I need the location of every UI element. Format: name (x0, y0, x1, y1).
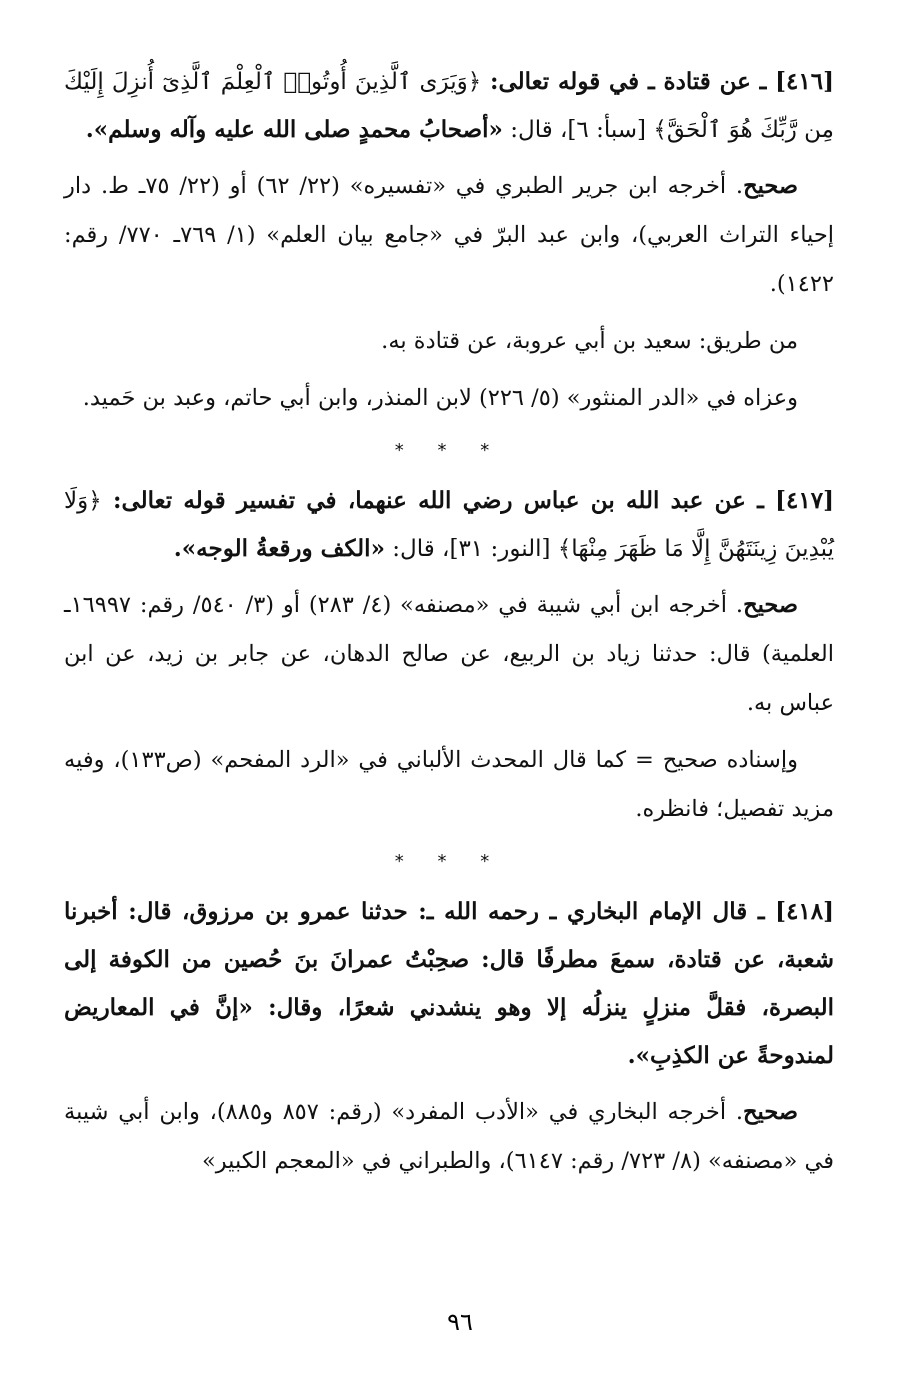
narration-quote: «الكف ورقعةُ الوجه». (173, 535, 385, 562)
quran-verse: ﴿وَلَا يُبْدِينَ زِينَتَهُنَّ إِلَّا مَا ظَهَرَ مِنْهَا﴾ (64, 488, 834, 562)
entry-417-narration (64, 477, 834, 573)
entry-417-note-1: وإسناده صحيح = كما قال المحدث الألباني في «الرد المفحم» (ص١٣٣)، وفيه مزيد تفصيل؛ فانظره. (64, 747, 834, 822)
entry-416-grading (64, 162, 834, 309)
section-separator: * * * (394, 851, 504, 872)
grading-text: . أخرجه ابن أبي شيبة في «مصنفه» (٤/ ٢٨٣) أو (٣/ ٥٤٠/ رقم: ١٦٩٩٧ـ العلمية) قال: حدثنا زياد بن الربيع، عن صالح الدهان، عن جابر بن زيد، عن ابن عباس به. (64, 592, 834, 716)
page-number: ٩٦ (447, 1308, 473, 1336)
quran-verse: ﴿وَيَرَى ٱلَّذِينَ أُوتُوا۟ ٱلْعِلْمَ ٱلَّذِىٓ أُنزِلَ إِلَيْكَ مِن رَّبِّكَ هُوَ ٱلْحَقَّ﴾ (64, 69, 834, 143)
entry-417-grading (64, 581, 834, 728)
grading-label: صحيح (743, 173, 799, 199)
narration-lead: ـ عن عبد الله بن عباس رضي الله عنهما، في تفسير قوله تعالى: (101, 487, 776, 514)
narration-quote: «إنَّ في المعاريض لمندوحةً عن الكذِبِ». (64, 994, 834, 1069)
entry-418-grading (64, 1088, 834, 1186)
narration-lead: ـ عن قتادة ـ في قوله تعالى: (481, 68, 776, 95)
entry-number: [٤١٧] (775, 487, 834, 514)
verse-reference: [سبأ: ٦]، قال: (502, 117, 654, 143)
entry-416-note-2: وعزاه في «الدر المنثور» (٥/ ٢٢٦) لابن المنذر، وابن أبي حاتم، وعبد بن حَميد. (82, 385, 798, 411)
narration-quote: «أصحابُ محمدٍ صلى الله عليه وآله وسلم». (85, 116, 503, 143)
narration-lead: ـ قال الإمام البخاري ـ رحمه الله ـ: حدثنا عمرو بن مرزوق، قال: أخبرنا شعبة، عن قتادة، سمعَ مطرفًا قال: صحِبْتُ عمرانَ بنَ حُصين من الكوفة إلى البصرة، فقلَّ منزلٍ ينزلُه إلا وهو ينشدني شعرًا، وقال: (64, 898, 834, 1021)
entry-416-note-1: من طريق: سعيد بن أبي عروبة، عن قتادة به. (381, 328, 798, 354)
entry-418-narration (64, 888, 834, 1080)
entry-number: [٤١٦] (775, 68, 834, 95)
grading-text: . أخرجه ابن جرير الطبري في «تفسيره» (٢٢/ ٦٢) أو (٢٢/ ٧٥ـ ط. دار إحياء التراث العربي)، وابن عبد البرّ في «جامع بيان العلم» (١/ ٧٦٩ـ ٧٧٠/ رقم: ١٤٢٢). (64, 173, 834, 297)
grading-label: صحيح (743, 592, 799, 618)
grading-text: . أخرجه البخاري في «الأدب المفرد» (رقم: ٨٥٧ و٨٨٥)، وابن أبي شيبة في «مصنفه» (٨/ ٧٢٣/ رقم: ٦١٤٧)، والطبراني في «المعجم الكبير» (64, 1099, 834, 1174)
grading-label: صحيح (743, 1099, 798, 1125)
verse-reference: [النور: ٣١]، قال: (384, 536, 558, 562)
section-separator: * * * (394, 440, 504, 461)
entry-number: [٤١٨] (775, 898, 835, 925)
entry-416-narration (64, 58, 834, 154)
